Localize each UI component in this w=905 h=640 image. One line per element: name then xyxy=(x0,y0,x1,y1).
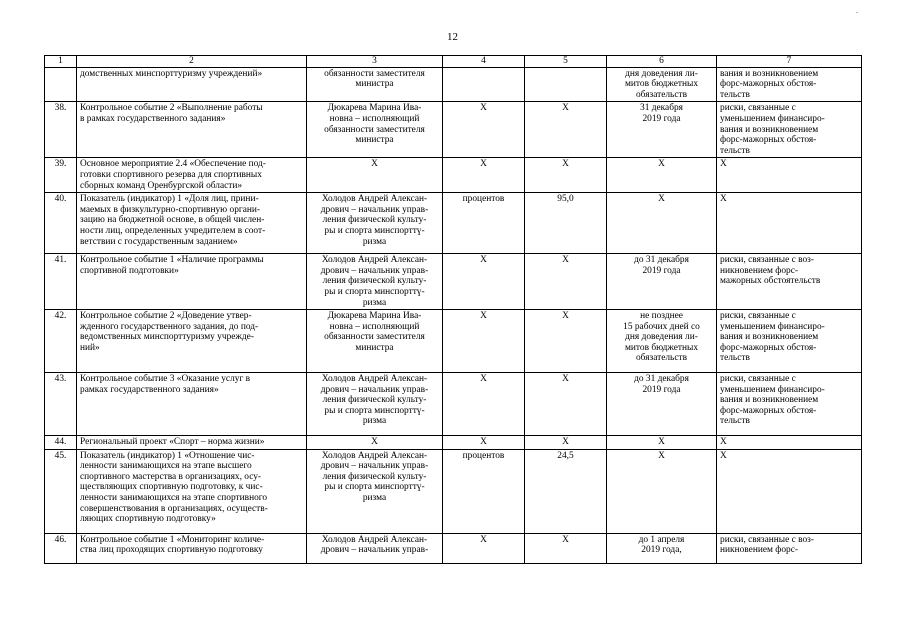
cell-activity-name xyxy=(77,436,307,450)
cell-deadline xyxy=(607,373,717,436)
deadline-text: дня доведения ли- митов бюджетных обязательств xyxy=(624,68,699,100)
header-col-4: 4 xyxy=(443,56,525,68)
value-text: Х xyxy=(562,534,569,545)
responsible-person-text: Холодов Андрей Алексан- дрович – начальник управ- ления физической культу- ры и спорта минспорттү- ризма xyxy=(320,374,429,427)
row-number-text: 45. xyxy=(54,450,67,461)
cell-risks xyxy=(717,254,862,310)
unit-text: процентов xyxy=(462,450,505,461)
cell-value xyxy=(525,533,607,563)
cell-risks xyxy=(717,102,862,158)
table-row xyxy=(45,449,862,533)
cell-row-number xyxy=(45,373,77,436)
deadline-text: Х xyxy=(658,194,665,205)
header-col-6: 6 xyxy=(607,56,717,68)
deadline-text: 31 декабря 2019 года xyxy=(640,103,683,124)
activity-name-text: домственных минспорттуризму учреждений» xyxy=(80,68,263,79)
cell-value xyxy=(525,158,607,193)
header-col-2: 2 xyxy=(77,56,307,68)
row-number-text: 39. xyxy=(54,159,67,170)
activity-name-text: Контрольное событие 1 «Мониторинг количе- ства лиц проходящих спортивную подготовку xyxy=(80,534,265,556)
cell-risks xyxy=(717,533,862,563)
cell-risks xyxy=(717,310,862,373)
risks-text: риски, связанные с уменьшением финансиро- вания и возникновением форс-мажорных обстоя- тельств xyxy=(720,374,825,427)
cell-value xyxy=(525,102,607,158)
deadline-text: не позднее 15 рабочих дней со дня доведения ли- митов бюджетных обязательств xyxy=(623,311,700,364)
cell-responsible-person xyxy=(307,310,443,373)
cell-unit xyxy=(443,373,525,436)
risks-text: Х xyxy=(720,194,727,205)
cell-deadline xyxy=(607,254,717,310)
unit-text: Х xyxy=(480,103,487,114)
row-number-text: 42. xyxy=(54,311,67,322)
corner-mark: . xyxy=(856,6,858,15)
cell-unit xyxy=(443,102,525,158)
activity-name-text: Контрольное событие 3 «Оказание услуг в рамках государственного задания» xyxy=(80,374,251,395)
deadline-text: Х xyxy=(658,159,665,170)
value-text: 95,0 xyxy=(557,194,574,205)
header-row xyxy=(45,56,862,68)
cell-unit xyxy=(443,67,525,102)
activity-name-text: Основное мероприятие 2.4 «Обеспечение под- готовки спортивного резерва для спортивных сборных команд Оренбургской области» xyxy=(80,159,266,191)
table-row xyxy=(45,436,862,450)
row-number-text: 46. xyxy=(54,534,67,545)
header-col-3: 3 xyxy=(307,56,443,68)
cell-value xyxy=(525,373,607,436)
cell-deadline xyxy=(607,449,717,533)
table-row xyxy=(45,67,862,102)
row-number-text: 44. xyxy=(54,437,67,448)
activity-name-text: Показатель (индикатор) 1 «Отношение чис- ленности занимающихся на этапе высшего спортивного мастерства в организациях, осу- ществляющих спортивную подготовку, к чис- ленности занимающихся на этапе спортивного совершенствования в организациях, осуществ- ляющих спортивную подготовку» xyxy=(80,450,268,525)
value-text: Х xyxy=(562,374,569,385)
cell-unit xyxy=(443,533,525,563)
cell-activity-name xyxy=(77,158,307,193)
responsible-person-text: Дюкарева Марина Ива- новна – исполняющий обязанности заместителя министра xyxy=(324,103,425,146)
cell-unit xyxy=(443,254,525,310)
cell-value xyxy=(525,449,607,533)
header-col-1: 1 xyxy=(45,56,77,68)
plan-table xyxy=(44,55,862,564)
cell-row-number xyxy=(45,533,77,563)
unit-text: Х xyxy=(480,374,487,385)
risks-text: риски, связанные с воз- никновением форс- xyxy=(720,534,814,556)
risks-text: Х xyxy=(720,437,727,448)
responsible-person-text: Х xyxy=(371,159,378,170)
table-row xyxy=(45,533,862,563)
cell-row-number xyxy=(45,254,77,310)
cell-unit xyxy=(443,310,525,373)
cell-row-number xyxy=(45,67,77,102)
responsible-person-text: Дюкарева Марина Ива- новна – исполняющий обязанности заместителя министра xyxy=(324,311,425,353)
row-number-text: 38. xyxy=(54,103,67,114)
deadline-text: до 1 апреля 2019 года, xyxy=(638,534,685,556)
page-number: 12 xyxy=(447,31,458,43)
activity-name-text: Региональный проект «Спорт – норма жизни» xyxy=(80,437,265,448)
cell-activity-name xyxy=(77,67,307,102)
cell-deadline xyxy=(607,67,717,102)
unit-text: процентов xyxy=(462,194,505,205)
cell-row-number xyxy=(45,310,77,373)
cell-responsible-person xyxy=(307,102,443,158)
risks-text: Х xyxy=(720,159,727,170)
row-number-text: 41. xyxy=(54,255,67,266)
cell-row-number xyxy=(45,449,77,533)
row-number-text: 40. xyxy=(54,194,67,205)
cell-deadline xyxy=(607,436,717,450)
cell-risks xyxy=(717,193,862,254)
activity-name-text: Показатель (индикатор) 1 «Доля лиц, прини- маемых в физкультурно-спортивную органи- зацию на бюджетной основе, в общей числен- ности лиц, определенных учредителем в соот- ветствии с государственным заданием» xyxy=(80,194,266,247)
cell-activity-name xyxy=(77,373,307,436)
cell-value xyxy=(525,193,607,254)
activity-name-text: Контрольное событие 2 «Доведение утвер- жденного государственного задания, до под- ведомственных минспорттуризму учрежде- ний» xyxy=(80,311,259,353)
cell-responsible-person xyxy=(307,254,443,310)
cell-risks xyxy=(717,373,862,436)
header-col-7: 7 xyxy=(717,56,862,68)
cell-value xyxy=(525,436,607,450)
unit-text: Х xyxy=(480,311,487,322)
risks-text: вания и возникновением форс-мажорных обстоя- тельств xyxy=(720,68,819,100)
cell-deadline xyxy=(607,533,717,563)
cell-activity-name xyxy=(77,102,307,158)
value-text: Х xyxy=(562,159,569,170)
cell-responsible-person xyxy=(307,67,443,102)
cell-row-number xyxy=(45,193,77,254)
cell-row-number xyxy=(45,436,77,450)
risks-text: риски, связанные с воз- никновением форс- мажорных обстоятельств xyxy=(720,255,821,287)
unit-text: Х xyxy=(480,534,487,545)
value-text: Х xyxy=(562,255,569,266)
table-row xyxy=(45,158,862,193)
cell-value xyxy=(525,67,607,102)
responsible-person-text: обязанности заместителя министра xyxy=(324,68,425,90)
cell-activity-name xyxy=(77,254,307,310)
risks-text: риски, связанные с уменьшением финансиро- вания и возникновением форс-мажорных обстоя- тельств xyxy=(720,311,825,364)
deadline-text: Х xyxy=(658,450,665,461)
table-row xyxy=(45,373,862,436)
table-row xyxy=(45,310,862,373)
cell-responsible-person xyxy=(307,193,443,254)
cell-risks xyxy=(717,436,862,450)
cell-activity-name xyxy=(77,533,307,563)
cell-responsible-person xyxy=(307,373,443,436)
deadline-text: до 31 декабря 2019 года xyxy=(634,255,689,276)
cell-risks xyxy=(717,449,862,533)
responsible-person-text: Холодов Андрей Алексан- дрович – начальник управ- ления физической культу- ры и спорта минспорттү- ризма xyxy=(320,194,429,247)
cell-responsible-person xyxy=(307,533,443,563)
responsible-person-text: Холодов Андрей Алексан- дрович – начальник управ- ления физической культу- ры и спорта минспорттү- ризма xyxy=(320,255,429,308)
header-col-5: 5 xyxy=(525,56,607,68)
cell-responsible-person xyxy=(307,436,443,450)
cell-unit xyxy=(443,436,525,450)
cell-unit xyxy=(443,193,525,254)
value-text: Х xyxy=(562,103,569,114)
risks-text: риски, связанные с уменьшением финансиро- вания и возникновением форс-мажорных обстоя- тельств xyxy=(720,103,825,156)
cell-deadline xyxy=(607,310,717,373)
cell-deadline xyxy=(607,158,717,193)
cell-risks xyxy=(717,158,862,193)
table-row xyxy=(45,193,862,254)
row-number-text: 43. xyxy=(54,374,67,385)
cell-activity-name xyxy=(77,449,307,533)
responsible-person-text: Холодов Андрей Алексан- дрович – начальник управ- ления физической культу- ры и спорта минспорттү- ризма xyxy=(320,450,429,504)
risks-text: Х xyxy=(720,450,727,461)
cell-unit xyxy=(443,449,525,533)
responsible-person-text: Холодов Андрей Алексан- дрович – начальник управ- xyxy=(320,534,429,556)
cell-value xyxy=(525,254,607,310)
table-row xyxy=(45,254,862,310)
cell-activity-name xyxy=(77,193,307,254)
cell-activity-name xyxy=(77,310,307,373)
cell-unit xyxy=(443,158,525,193)
activity-name-text: Контрольное событие 1 «Наличие программы спортивной подготовки» xyxy=(80,255,264,276)
cell-risks xyxy=(717,67,862,102)
unit-text: Х xyxy=(480,437,487,448)
cell-responsible-person xyxy=(307,449,443,533)
activity-name-text: Контрольное событие 2 «Выполнение работы в рамках государственного задания» xyxy=(80,103,263,124)
cell-deadline xyxy=(607,193,717,254)
table-row xyxy=(45,102,862,158)
value-text: Х xyxy=(562,311,569,322)
value-text: 24,5 xyxy=(557,450,574,461)
unit-text: Х xyxy=(480,255,487,266)
deadline-text: Х xyxy=(658,437,665,448)
unit-text: Х xyxy=(480,159,487,170)
cell-deadline xyxy=(607,102,717,158)
cell-responsible-person xyxy=(307,158,443,193)
cell-row-number xyxy=(45,102,77,158)
table-body xyxy=(45,67,862,563)
cell-value xyxy=(525,310,607,373)
deadline-text: до 31 декабря 2019 года xyxy=(634,374,689,395)
responsible-person-text: Х xyxy=(371,437,378,448)
value-text: Х xyxy=(562,437,569,448)
cell-row-number xyxy=(45,158,77,193)
